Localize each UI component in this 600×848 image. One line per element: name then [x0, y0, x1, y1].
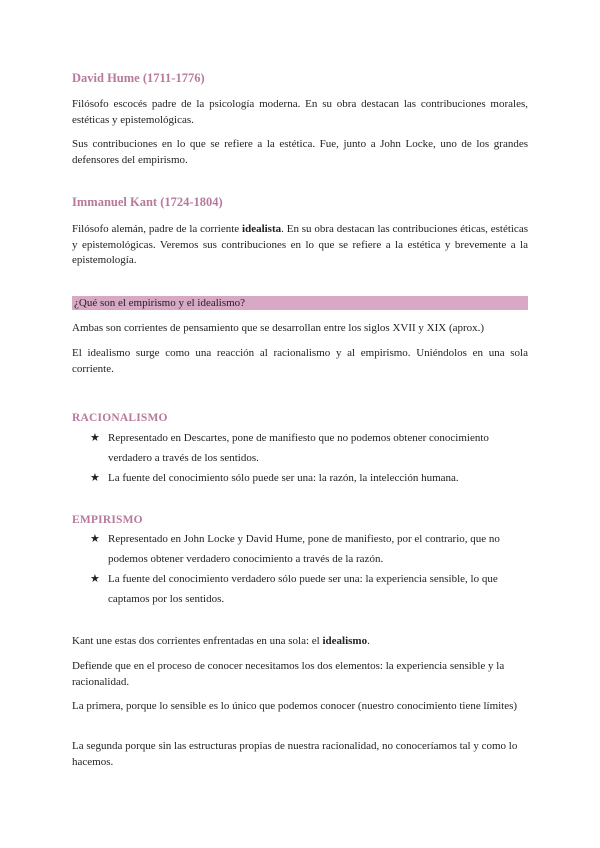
hume-paragraph-1: Filósofo escocés padre de la psicología moderna. En su obra destacan las contribuciones morales, estéticas y epistemológicas.	[72, 98, 528, 126]
star-bullet-icon: ★	[90, 533, 100, 545]
question-paragraph-2: El idealismo surge como una reacción al racionalismo y al empirismo. Uniéndolos en una sola corriente.	[72, 347, 528, 375]
question-band: ¿Qué son el empirismo y el idealismo?	[72, 296, 528, 310]
list-item: ★ La fuente del conocimiento sólo puede ser una: la razón, la intelección humana.	[72, 468, 528, 488]
question-paragraph-1: Ambas son corrientes de pensamiento que se desarrollan entre los siglos XVII y XIX (aprox.)	[72, 322, 485, 334]
hume-heading: David Hume (1711-1776)	[72, 71, 205, 85]
idealista-term: idealista	[242, 223, 282, 235]
star-bullet-icon: ★	[90, 432, 100, 444]
list-item: ★ La fuente del conocimiento verdadero sólo puede ser una: la experiencia sensible, lo que captamos por los sentidos.	[72, 569, 528, 609]
conclusion-paragraph-3: La primera, porque lo sensible es lo único que podemos conocer (nuestro conocimiento tiene límites)	[72, 700, 518, 712]
racionalismo-heading: RACIONALISMO	[72, 412, 168, 424]
conclusion-paragraph-4: La segunda porque sin las estructuras propias de nuestra racionalidad, no conoceríamos tal y como lo hacemos.	[72, 740, 518, 768]
racionalismo-list	[72, 428, 528, 488]
empirismo-list	[72, 529, 528, 609]
list-item: ★ Representado en John Locke y David Hume, pone de manifiesto, por el contrario, que no podemos obtener verdadero conocimiento a través de la razón.	[72, 529, 528, 569]
star-bullet-icon: ★	[90, 573, 100, 585]
kant-paragraph-1: Filósofo alemán, padre de la corriente idealista. En su obra destacan las contribuciones éticas, estéticas y epistemológicas. Veremos sus contribuciones en lo que se refiere a la estética y brevemente a la epistemología.	[72, 223, 528, 266]
conclusion-paragraph-1: Kant une estas dos corrientes enfrentadas en una sola: el idealismo.	[72, 635, 370, 647]
star-bullet-icon: ★	[90, 472, 100, 484]
idealismo-term: idealismo	[322, 635, 368, 647]
kant-heading: Immanuel Kant (1724-1804)	[72, 195, 223, 209]
conclusion-paragraph-2: Defiende que en el proceso de conocer necesitamos los dos elementos: la experiencia sensible y la racionalidad.	[72, 660, 505, 688]
empirismo-heading: EMPIRISMO	[72, 514, 143, 526]
list-item: ★ Representado en Descartes, pone de manifiesto que no podemos obtener conocimiento verdadero a través de los sentidos.	[72, 428, 528, 468]
hume-paragraph-2: Sus contribuciones en lo que se refiere a la estética. Fue, junto a John Locke, uno de los grandes defensores del empirismo.	[72, 138, 528, 166]
